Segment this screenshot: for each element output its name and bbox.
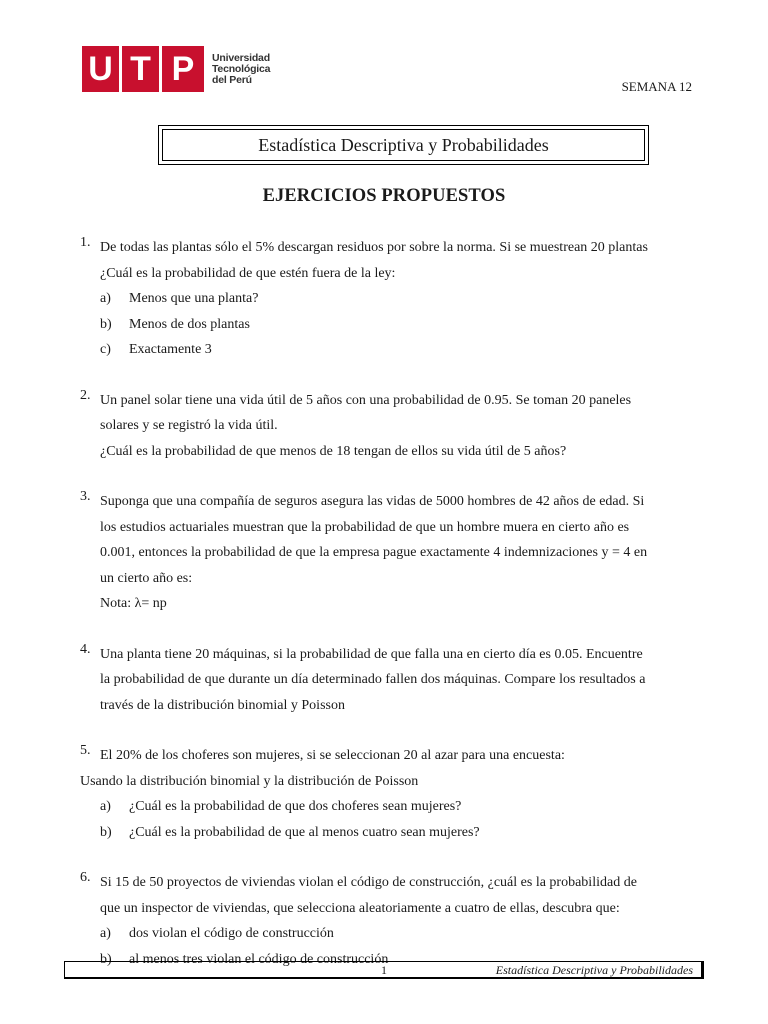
item-letter: b) — [100, 951, 112, 967]
section-heading: EJERCICIOS PROPUESTOS — [262, 186, 506, 206]
logo-letter-p: P — [162, 46, 204, 92]
item-letter: c) — [100, 342, 111, 357]
logo-letter-t: T — [122, 46, 162, 92]
exercise-text-line: 0.001, entonces la probabilidad de que la empresa pague exactamente 4 indemnizaciones y = 4 en — [100, 545, 648, 560]
exercise-item — [100, 794, 710, 820]
exercise-text-line: ¿Cuál es la probabilidad de que estén fuera de la ley: — [100, 265, 396, 281]
exercise-3 — [80, 489, 710, 617]
utp-logo — [82, 46, 270, 92]
footer-course-title: Estadística Descriptiva y Probabilidades — [495, 963, 693, 977]
logo-text-line: Universidad — [212, 51, 270, 64]
item-letter: b) — [100, 824, 112, 840]
item-letter: a) — [100, 926, 111, 941]
exercise-2 — [80, 388, 710, 465]
exercise-text-line: Usando la distribución binomial y la distribución de Poisson — [80, 773, 419, 789]
item-letter: b) — [100, 316, 112, 332]
exercise-text-line: la probabilidad de que durante un día determinado fallen dos máquinas. Compare los resultados a — [100, 672, 646, 687]
page-footer — [64, 961, 704, 979]
exercise-4 — [80, 642, 710, 719]
item-text: Exactamente 3 — [129, 342, 212, 357]
exercise-number: 5. — [80, 743, 91, 758]
exercise-number: 4. — [80, 641, 91, 657]
item-text: Menos que una planta? — [129, 291, 259, 306]
exercise-text-line: un cierto año es: — [100, 570, 193, 586]
exercise-number: 6. — [80, 870, 91, 885]
exercise-item — [100, 337, 710, 363]
exercise-item — [100, 820, 710, 846]
exercise-item — [100, 312, 710, 338]
item-text: al menos tres violan el código de construcción — [129, 951, 389, 967]
exercise-text-line: El 20% de los choferes son mujeres, si se seleccionan 20 al azar para una encuesta: — [100, 748, 565, 763]
item-text: ¿Cuál es la probabilidad de que al menos cuatro sean mujeres? — [129, 824, 480, 840]
exercise-number: 3. — [80, 489, 91, 504]
exercise-text-line: Suponga que una compañía de seguros asegura las vidas de 5000 hombres de 42 años de edad. Si — [100, 494, 645, 509]
exercise-1 — [80, 235, 710, 363]
exercise-note: Nota: λ= np — [100, 596, 167, 611]
exercise-text-line: Una planta tiene 20 máquinas, si la probabilidad de que falla una en cierto día es 0.05. Encuentre — [100, 646, 643, 662]
logo-university-name — [212, 53, 270, 86]
item-letter: a) — [100, 799, 111, 814]
exercise-text-line: que un inspector de viviendas, que selecciona aleatoriamente a cuatro de ellas, descubra que: — [100, 900, 620, 916]
exercise-text-line: través de la distribución binomial y Poisson — [100, 697, 345, 713]
exercise-text-line: Si 15 de 50 proyectos de viviendas violan el código de construcción, ¿cuál es la probabilidad de — [100, 875, 637, 890]
course-title-box — [158, 125, 649, 165]
exercise-text-line: De todas las plantas sólo el 5% descargan residuos por sobre la norma. Si se muestrean 20 plantas — [100, 240, 648, 255]
utp-logo-letters — [82, 46, 204, 92]
exercise-text-line: ¿Cuál es la probabilidad de que menos de 18 tengan de ellos su vida útil de 5 años? — [100, 443, 567, 459]
logo-text-line: del Perú — [212, 73, 252, 86]
exercise-text-line: los estudios actuariales muestran que la probabilidad de que un hombre muera en cierto año es — [100, 519, 630, 535]
logo-text-line: Tecnológica — [212, 62, 271, 75]
exercise-item — [100, 286, 710, 312]
item-text: ¿Cuál es la probabilidad de que dos choferes sean mujeres? — [129, 799, 462, 814]
exercise-6 — [80, 870, 710, 972]
exercise-number: 2. — [80, 387, 91, 403]
item-letter: a) — [100, 291, 111, 306]
exercise-text-line: Un panel solar tiene una vida útil de 5 años con una probabilidad de 0.95. Se toman 20 paneles — [100, 392, 632, 408]
page-number: 1 — [381, 963, 387, 977]
course-title: Estadística Descriptiva y Probabilidades — [162, 129, 645, 161]
exercise-list — [80, 235, 710, 972]
exercise-number: 1. — [80, 235, 91, 250]
exercise-text-line: solares y se registró la vida útil. — [100, 418, 278, 433]
week-label: SEMANA 12 — [621, 79, 692, 94]
exercise-5 — [80, 743, 710, 845]
logo-letter-u: U — [82, 46, 122, 92]
item-text: Menos de dos plantas — [129, 316, 250, 332]
exercise-item — [100, 921, 710, 947]
item-text: dos violan el código de construcción — [129, 926, 334, 941]
